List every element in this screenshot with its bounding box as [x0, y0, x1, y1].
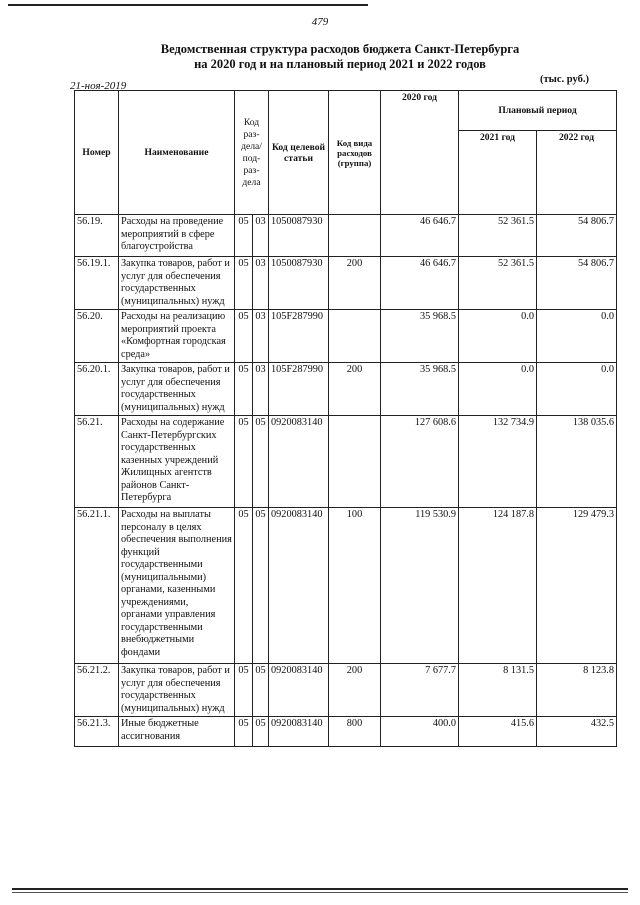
row-value-2020: 7 677.7: [381, 664, 459, 717]
row-value-2021: 52 361.5: [459, 215, 537, 257]
row-value-2021: 132 734.9: [459, 416, 537, 508]
row-expense-type: 800: [329, 717, 381, 747]
row-value-2020: 127 608.6: [381, 416, 459, 508]
row-subsection: 05: [253, 664, 269, 717]
header-number: Номер: [75, 91, 119, 215]
table-row: [75, 215, 617, 257]
row-section: 05: [235, 363, 253, 416]
row-value-2020: 46 646.7: [381, 215, 459, 257]
row-number: 56.20.1.: [75, 363, 119, 416]
row-section: 05: [235, 215, 253, 257]
row-section: 05: [235, 257, 253, 310]
row-section: 05: [235, 508, 253, 664]
document-date: 21-ноя-2019: [70, 80, 127, 92]
header-target: Код целевой статьи: [269, 91, 329, 215]
row-value-2021: 415.6: [459, 717, 537, 747]
row-number: 56.21.3.: [75, 717, 119, 747]
row-number: 56.20.: [75, 310, 119, 363]
budget-table: [74, 90, 617, 747]
table-row: [75, 363, 617, 416]
row-section: 05: [235, 717, 253, 747]
row-target-code: 1050087930: [269, 257, 329, 310]
row-value-2021: 8 131.5: [459, 664, 537, 717]
table-row: [75, 664, 617, 717]
row-expense-type: 200: [329, 363, 381, 416]
title-line-2: на 2020 год и на плановый период 2021 и 2022 годов: [194, 57, 486, 71]
row-target-code: 1050087930: [269, 215, 329, 257]
row-subsection: 03: [253, 363, 269, 416]
row-value-2020: 35 968.5: [381, 310, 459, 363]
row-subsection: 05: [253, 508, 269, 664]
page-title: [80, 42, 600, 72]
row-value-2021: 0.0: [459, 310, 537, 363]
row-subsection: 03: [253, 215, 269, 257]
row-number: 56.21.: [75, 416, 119, 508]
row-target-code: 0920083140: [269, 508, 329, 664]
row-name: Расходы на реализацию мероприятий проекта «Комфортная городская среда»: [119, 310, 235, 363]
row-section: 05: [235, 664, 253, 717]
row-value-2022: 0.0: [537, 310, 617, 363]
row-value-2022: 8 123.8: [537, 664, 617, 717]
table-row: [75, 508, 617, 664]
table-row: [75, 717, 617, 747]
row-value-2020: 400.0: [381, 717, 459, 747]
row-target-code: 0920083140: [269, 664, 329, 717]
header-2020: 2020 год: [381, 91, 459, 215]
header-2021: 2021 год: [459, 131, 537, 215]
row-section: 05: [235, 416, 253, 508]
bottom-rule-2: [12, 892, 628, 893]
row-number: 56.19.: [75, 215, 119, 257]
row-value-2020: 35 968.5: [381, 363, 459, 416]
row-value-2020: 119 530.9: [381, 508, 459, 664]
row-value-2021: 124 187.8: [459, 508, 537, 664]
row-expense-type: [329, 310, 381, 363]
header-2022: 2022 год: [537, 131, 617, 215]
page-number: 479: [311, 16, 329, 28]
row-value-2021: 0.0: [459, 363, 537, 416]
row-expense-type: [329, 416, 381, 508]
top-rule: [8, 4, 368, 6]
row-name: Закупка товаров, работ и услуг для обеспечения государственных (муниципальных) нужд: [119, 664, 235, 717]
row-expense-type: 200: [329, 257, 381, 310]
row-name: Закупка товаров, работ и услуг для обеспечения государственных (муниципальных) нужд: [119, 257, 235, 310]
header-name: Наименование: [119, 91, 235, 215]
row-value-2021: 52 361.5: [459, 257, 537, 310]
row-name: Расходы на содержание Санкт-Петербургских государственных казенных учреждений Жилищных агентств районов Санкт-Петербурга: [119, 416, 235, 508]
row-subsection: 05: [253, 717, 269, 747]
row-number: 56.21.2.: [75, 664, 119, 717]
table-row: [75, 416, 617, 508]
row-target-code: 0920083140: [269, 717, 329, 747]
row-target-code: 105F287990: [269, 363, 329, 416]
row-value-2022: 54 806.7: [537, 257, 617, 310]
header-planned-period: Плановый период: [459, 91, 617, 131]
table-row: [75, 257, 617, 310]
row-name: Иные бюджетные ассигнования: [119, 717, 235, 747]
row-expense-type: 100: [329, 508, 381, 664]
row-expense-type: 200: [329, 664, 381, 717]
row-target-code: 105F287990: [269, 310, 329, 363]
row-value-2022: 129 479.3: [537, 508, 617, 664]
row-expense-type: [329, 215, 381, 257]
row-name: Расходы на проведение мероприятий в сфере благоустройства: [119, 215, 235, 257]
units-label: (тыс. руб.): [540, 74, 589, 85]
row-name: Закупка товаров, работ и услуг для обеспечения государственных (муниципальных) нужд: [119, 363, 235, 416]
header-expense-type: Код вида расходов (группа): [329, 91, 381, 215]
row-number: 56.21.1.: [75, 508, 119, 664]
title-line-1: Ведомственная структура расходов бюджета Санкт-Петербурга: [160, 42, 520, 56]
table-row: [75, 310, 617, 363]
row-target-code: 0920083140: [269, 416, 329, 508]
row-value-2020: 46 646.7: [381, 257, 459, 310]
bottom-rule: [12, 888, 628, 890]
row-subsection: 05: [253, 416, 269, 508]
row-subsection: 03: [253, 257, 269, 310]
header-section: Код раз-дела/ под-раз-дела: [235, 91, 269, 215]
row-value-2022: 138 035.6: [537, 416, 617, 508]
row-value-2022: 432.5: [537, 717, 617, 747]
row-value-2022: 54 806.7: [537, 215, 617, 257]
row-section: 05: [235, 310, 253, 363]
row-value-2022: 0.0: [537, 363, 617, 416]
row-number: 56.19.1.: [75, 257, 119, 310]
row-name: Расходы на выплаты персоналу в целях обеспечения выполнения функций государственными (муниципальными) органами, казенными учреждениями, органами управления государственными внебюджетными фондами: [119, 508, 235, 664]
row-subsection: 03: [253, 310, 269, 363]
